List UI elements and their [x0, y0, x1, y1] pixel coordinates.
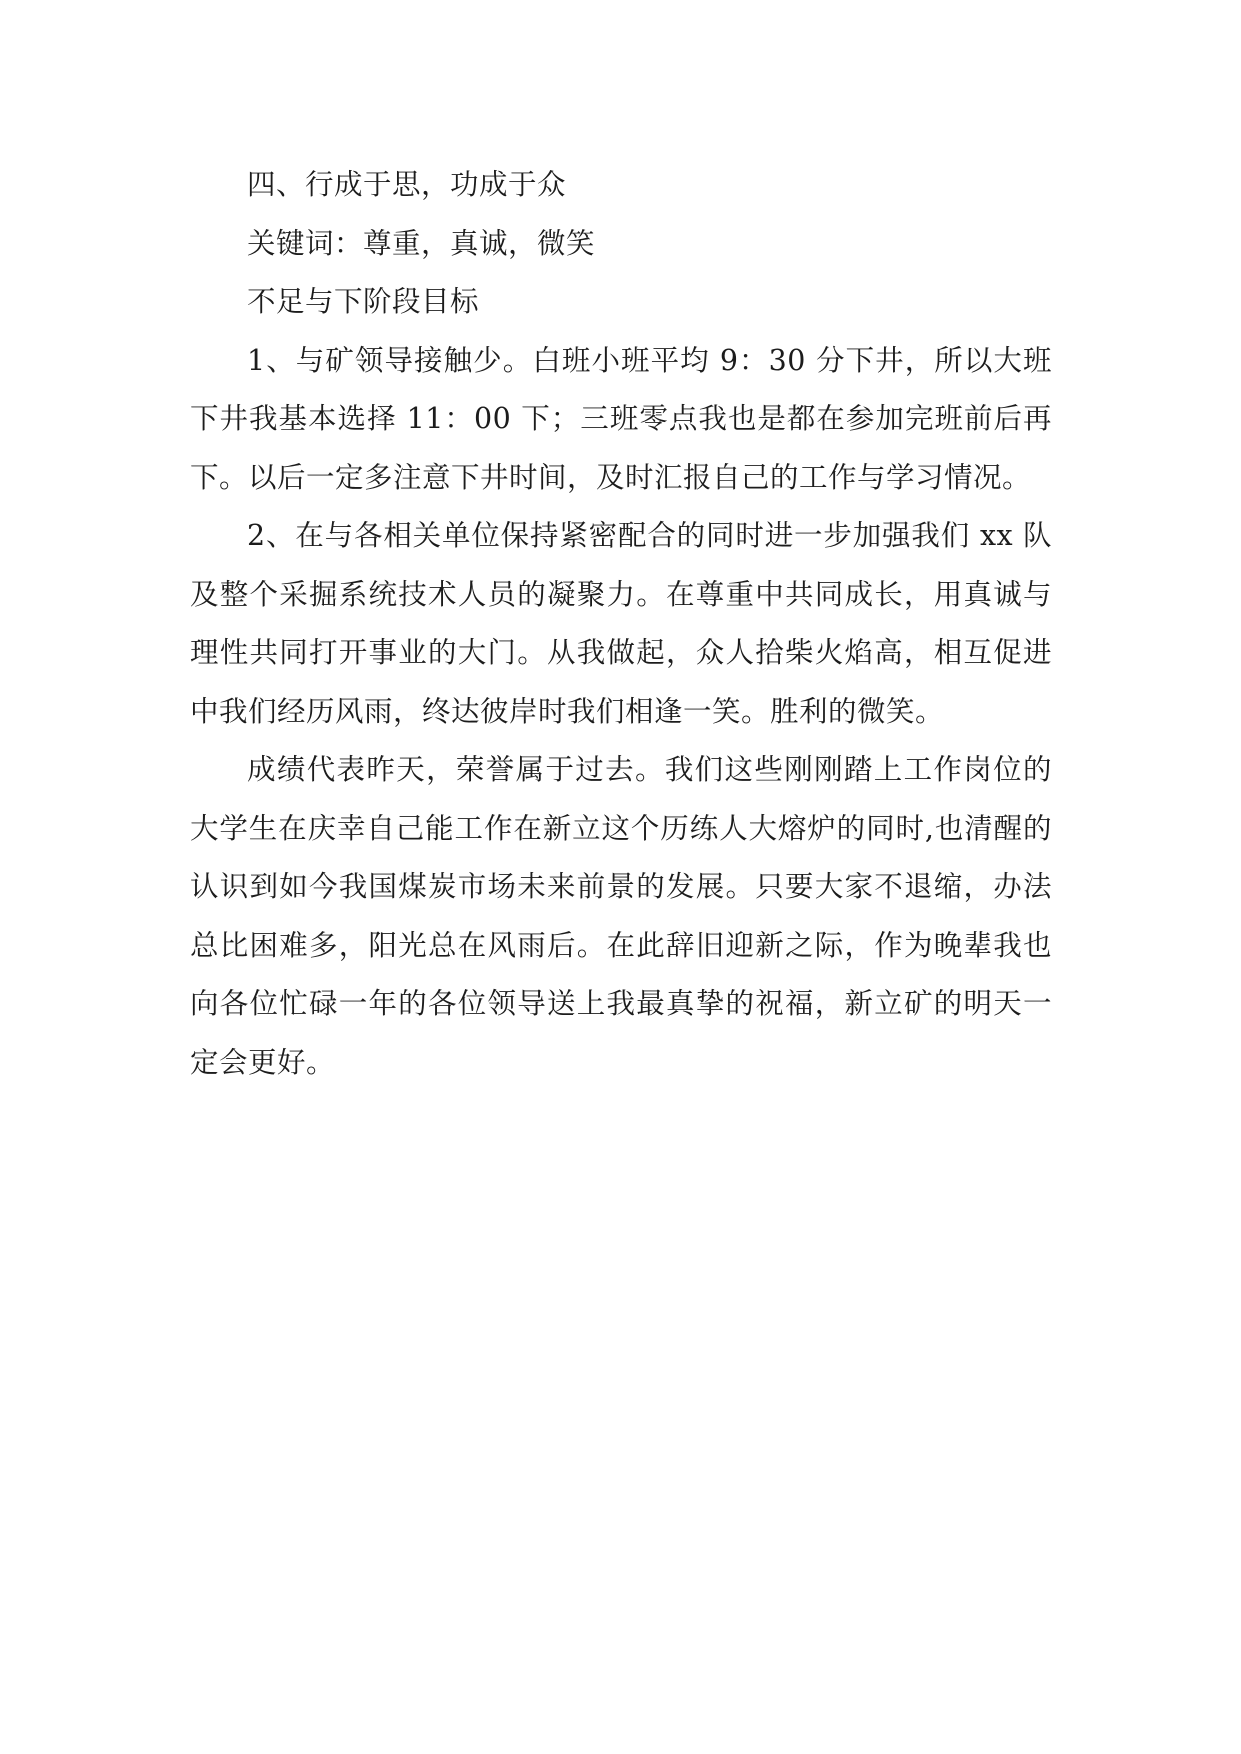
keywords-line: 关键词：尊重，真诚，微笑 — [247, 226, 596, 260]
closing-paragraph: 成绩代表昨天，荣誉属于过去。我们这些刚刚踏上工作岗位的大学生在庆幸自己能工作在新立这个历练人大熔炉的同时,也清醒的认识到如今我国煤炭市场未来前景的发展。只要大家不退缩，办法总比困难多，阳光总在风雨后。在此辞旧迎新之际，作为晚辈我也向各位忙碌一年的各位领导送上我最真挚的祝福，新立矿的明天一定会更好。 — [190, 753, 1052, 1079]
section-heading: 四、行成于思，功成于众 — [247, 168, 567, 201]
paragraph-item-1: 1、与矿领导接触少。白班小班平均 9：30 分下井，所以大班下井我基本选择 11：00 下；三班零点我也是都在参加完班前后再下。以后一定多注意下井时间，及时汇报自己的工作与学习情况。 — [190, 343, 1052, 494]
paragraph-item-2: 2、在与各相关单位保持紧密配合的同时进一步加强我们 xx 队及整个采掘系统技术人员的凝聚力。在尊重中共同成长，用真诚与理性共同打开事业的大门。从我做起，众人拾柴火焰高，相互促进中我们经历风雨，终达彼岸时我们相逢一笑。胜利的微笑。 — [190, 519, 1052, 728]
subsection-heading: 不足与下阶段目标 — [247, 285, 480, 318]
document-body — [190, 156, 1052, 1092]
